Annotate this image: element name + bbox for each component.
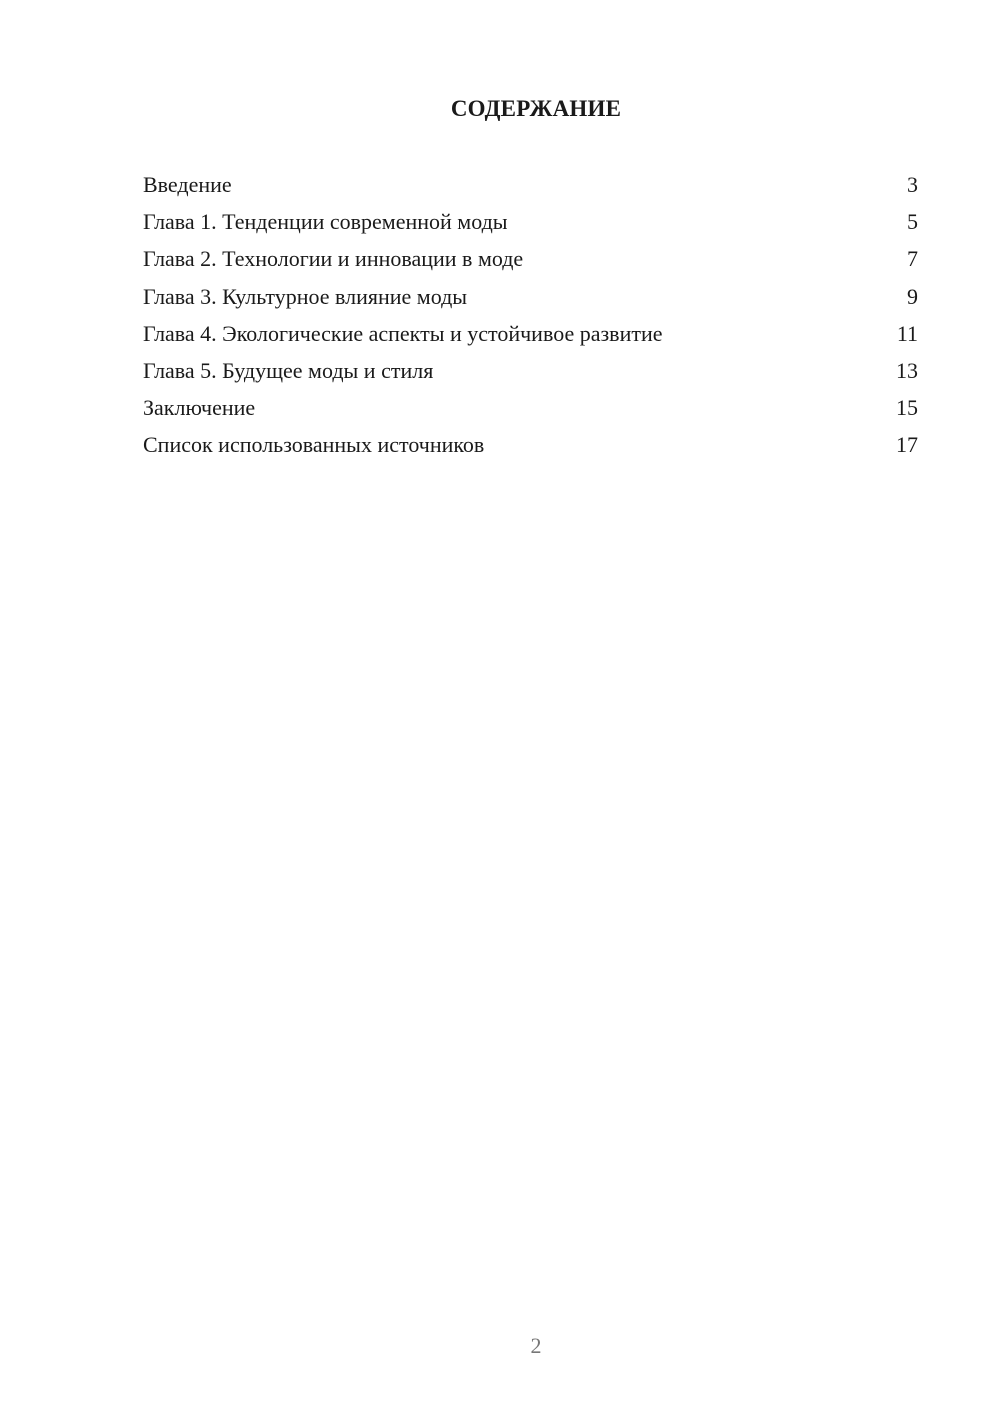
toc-entry-chapter-3[interactable] [143, 282, 918, 319]
page-number: 2 [530, 1333, 542, 1358]
toc-entry-chapter-4[interactable] [143, 319, 918, 356]
toc-entry-page: 7 [907, 246, 918, 272]
toc-entry-chapter-1[interactable] [143, 207, 918, 244]
toc-entry-label: Глава 1. Тенденции современной моды [143, 209, 508, 235]
toc-entry-page: 3 [907, 172, 918, 197]
toc-entry-label: Глава 3. Культурное влияние моды [143, 283, 468, 309]
toc-entry-label: Глава 4. Экологические аспекты и устойчивое развитие [143, 320, 663, 346]
toc-entry-conclusion[interactable] [143, 393, 918, 430]
toc-entry-page: 9 [907, 283, 918, 309]
toc-entry-label: Введение [143, 172, 232, 197]
toc-entry-page: 17 [896, 432, 918, 458]
toc-entry-introduction[interactable] [143, 170, 918, 207]
toc-title: СОДЕРЖАНИЕ [450, 96, 622, 121]
toc-entry-chapter-5[interactable] [143, 356, 918, 393]
toc-entry-page: 5 [907, 209, 918, 235]
toc-entry-label: Список использованных источников [143, 432, 485, 458]
toc-entry-page: 15 [896, 395, 918, 421]
toc-entry-label: Глава 5. Будущее моды и стиля [143, 357, 434, 383]
toc-entry-label: Глава 2. Технологии и инновации в моде [143, 246, 524, 272]
toc-entry-label: Заключение [143, 395, 256, 421]
toc-entry-references[interactable] [143, 430, 918, 467]
toc-entry-chapter-2[interactable] [143, 244, 918, 281]
toc-entry-page: 11 [896, 320, 918, 346]
toc-entry-page: 13 [896, 357, 918, 383]
table-of-contents [143, 170, 918, 468]
